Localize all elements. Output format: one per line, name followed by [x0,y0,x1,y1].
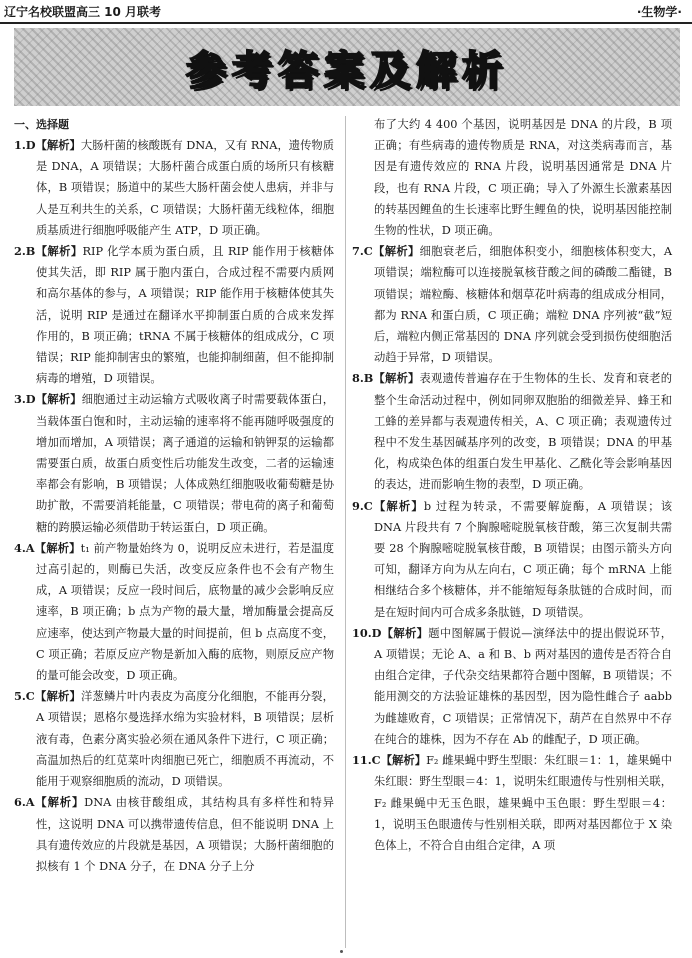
answer-lead: 3.D【解析】 [14,392,82,407]
answer-lead: 9.C【解析】 [352,498,424,513]
answer-lead: 10.D【解析】 [352,625,429,640]
answer-lead: 5.C【解析】 [14,689,82,704]
answer-text: F₂ 雌果蝇中野生型眼：朱红眼＝1：1，雄果蝇中朱红眼：野生型眼＝4：1，说明朱红眼遗传与性别相关联，F₂ 雌果蝇中无玉色眼，雄果蝇中玉色眼：野生型眼＝4：1，说明玉色眼遗传与性别相关联，即两对基因都位于 X 染色体上，不符合自由组合定律，A 项 [374,754,672,852]
left-column [14,114,334,877]
answer-text: b 过程为转录，不需要解旋酶，A 项错误；该 DNA 片段共有 7 个胸腺嘧啶脱氧核苷酸，第三次复制共需要 28 个胸腺嘧啶脱氧核苷酸，B 项错误；由图示箭头方向可知，翻译方向为从左向右，C 项正确；每个 mRNA 上能相继结合多个核糖体，并不能缩短每条肽链的合成时间，而是在短时间内可合成多条肽链，D 项错误。 [374,499,672,619]
page-footer-mark [340,950,343,953]
answer-item-8 [352,368,672,495]
answer-lead: 11.C【解析】 [352,753,427,768]
answer-item-9 [352,496,672,623]
answer-item-6 [14,792,334,877]
answer-item-5 [14,686,334,792]
answer-lead: 4.A【解析】 [14,540,81,555]
answer-item-1 [14,135,334,241]
banner-title: 参考答案及解析 [186,47,508,94]
right-column [352,114,672,856]
page-header [0,0,692,22]
column-divider [345,116,346,948]
answer-text: RIP 化学本质为蛋白质，且 RIP 能作用于核糖体使其失活，即 RIP 属于胞内蛋白，合成过程不需要内质网和高尔基体的参与，A 项错误；RIP 能作用于核糖体使其失活，说明 RIP 是通过在翻译水平抑制蛋白质的合成来发挥作用的，B 项正确；tRNA 不属于核糖体的组成成分，C 项错误；RIP 能抑制害虫的繁殖，也能抑制细菌，但不能抑制病毒的增殖，D 项错误。 [36,245,334,386]
answer-text: 大肠杆菌的核酸既有 DNA，又有 RNA，遗传物质是 DNA，A 项错误；大肠杆菌合成蛋白质的场所只有核糖体，B 项错误；肠道中的某些大肠杆菌会使人患病，并非与人是互利共生的关系，C 项错误；大肠杆菌无线粒体，细胞质基质进行细胞呼吸能产生 ATP，D 项正确。 [36,139,334,237]
answer-lead: 6.A【解析】 [14,795,85,810]
answer-item-3 [14,389,334,537]
answer-item-11 [352,750,672,856]
title-banner [14,28,680,106]
header-rule [0,22,692,24]
answer-text: 细胞衰老后，细胞体积变小，细胞核体积变大，A 项错误；端粒酶可以连接脱氧核苷酸之间的磷酸二酯键，B 项错误；端粒酶、核糖体和烟草花叶病毒的组成成分相同，都为 RNA 和蛋白质，C 项正确；端粒 DNA 序列被“截”短后，端粒内侧正常基因的 DNA 序列就会受到损伤使细胞活动趋于异常，D 项错误。 [374,245,672,365]
header-exam-title: 辽宁名校联盟高三 10 月联考 [4,4,162,19]
answer-item-2 [14,241,334,389]
answer-lead: 1.D【解析】 [14,138,81,152]
answer-text: 表观遗传普遍存在于生物体的生长、发育和衰老的整个生命活动过程中，例如同卵双胞胎的细微差异、蜂王和工蜂的差异都与表观遗传相关，A、C 项正确；表观遗传过程中不发生基因碱基序列的改变，B 项错误；DNA 的甲基化，构成染色体的组蛋白发生甲基化、乙酰化等会影响基因的表达，进而影响生物的表型，D 项正确。 [374,372,672,492]
answer-item-7 [352,241,672,368]
answer-lead: 7.C【解析】 [352,244,420,259]
answer-lead: 8.B【解析】 [352,371,420,386]
answer-item-10 [352,623,672,750]
answer-item-6-continued [352,114,672,241]
section-title: 一、选择题 [14,118,69,131]
answer-text: t₁ 前产物量始终为 0，说明反应未进行，若是温度过高引起的，则酶已失活，改变反应条件也不会有产物生成，A 项错误；反应一段时间后，底物量的减少会影响反应速率，B 项正确；b 点为产物的最大量，增加酶量会提高反应速率，使达到产物最大量的时间提前，但 b 点高度不变，C 项正确；若原反应产物是新加入酶的底物，则原反应产物的量可能会改变，D 项正确。 [36,541,334,683]
answer-lead: 2.B【解析】 [14,244,83,259]
answer-text: 细胞通过主动运输方式吸收离子时需要载体蛋白，当载体蛋白饱和时，主动运输的速率将不能再随呼吸强度的增加而增加，A 项错误；离子通道的运输和钠钾泵的运输都需要蛋白质，故蛋白质变性后功能发生改变，二者的运输速率都会有影响，B 项错误；人体成熟红细胞吸收葡萄糖是协助扩散，不需要消耗能量，C 项错误；带电荷的离子和葡萄糖的跨膜运输必须借助于转运蛋白，D 项正确。 [36,393,334,534]
answer-text: DNA 由核苷酸组成，其结构具有多样性和特异性，这说明 DNA 可以携带遗传信息，但不能说明 DNA 上具有遗传效应的片段就是基因，A 项错误；大肠杆菌细胞的拟核有 1 个 DNA 分子，在 DNA 分子上分 [36,796,334,873]
answer-text: 布了大约 4 400 个基因，说明基因是 DNA 的片段，B 项正确；有些病毒的遗传物质是 RNA，对这类病毒而言，基因是有遗传效应的 RNA 片段，说明基因通常是 DNA 片段，也有 RNA 片段，C 项正确；导入了外源生长激素基因的转基因鲤鱼的生长速率比野生鲤鱼的快，说明基因能控制生物的性状，D 项正确。 [374,118,672,238]
answer-text: 题中图解属于假说—演绎法中的提出假说环节，A 项错误；无论 A、a 和 B、b 两对基因的遗传是否符合自由组合定律，子代杂交结果都符合题中图解，B 项错误；不能用测交的方法验证雄株的基因型，因为隐性雌合子 aabb 为雌雄败育，C 项错误；正常情况下，葫芦在自然界中不存在纯合的雄株，因为不存在 Ab 的雌配子，D 项正确。 [374,626,672,746]
answer-item-4 [14,538,334,686]
answer-text: 洋葱鳞片叶内表皮为高度分化细胞，不能再分裂，A 项错误；恩格尔曼选择水绵为实验材料，B 项错误；层析液有毒，色素分离实验必须在通风条件下进行，C 项正确；高温加热后的红苋菜叶肉细胞已死亡，细胞质不再流动，不能用于观察细胞质的流动，D 项错误。 [36,690,334,789]
header-subject: ·生物学· [636,4,682,19]
